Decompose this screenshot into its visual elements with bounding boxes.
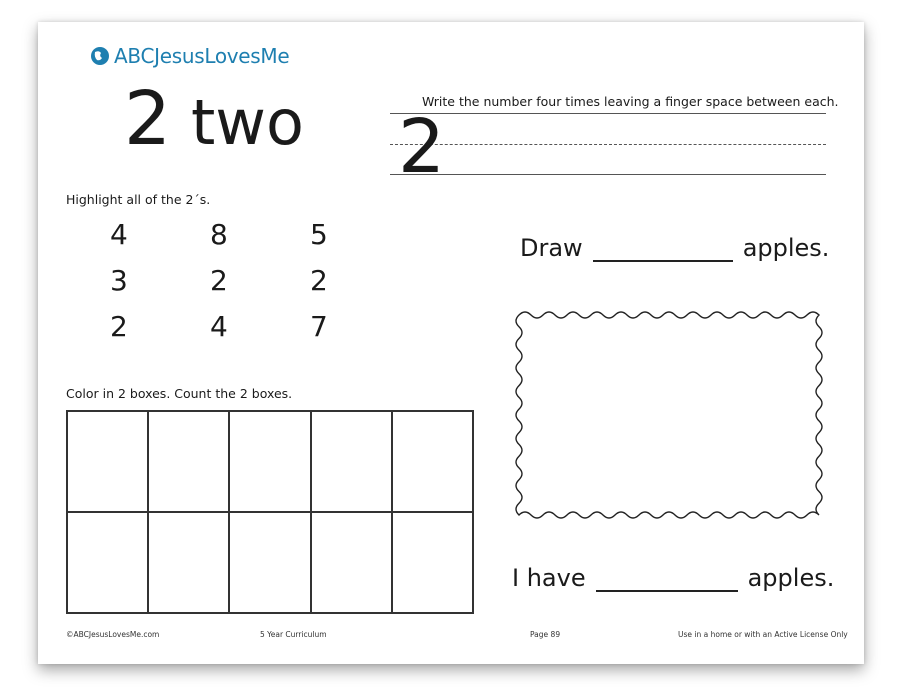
ten-frame-box[interactable] <box>392 512 473 613</box>
worksheet-page <box>38 22 864 664</box>
color-boxes-instruction: Color in 2 boxes. Count the 2 boxes. <box>66 386 293 401</box>
tracing-top-line <box>390 113 826 114</box>
grid-number[interactable]: 2 <box>310 264 328 297</box>
logo-text: ABCJesusLovesMe <box>114 44 290 68</box>
grid-number[interactable]: 2 <box>210 264 228 297</box>
grid-number[interactable]: 4 <box>210 310 228 343</box>
ten-frame-box[interactable] <box>229 512 310 613</box>
have-sentence <box>512 564 834 592</box>
have-count-blank[interactable] <box>596 590 738 592</box>
number-grid <box>110 218 370 344</box>
ten-frame-box[interactable] <box>148 512 229 613</box>
tracing-sample-number: 2 <box>398 104 446 190</box>
tracing-instruction: Write the number four times leaving a finger space between each. <box>422 94 839 109</box>
grid-number[interactable]: 2 <box>110 310 128 343</box>
ten-frame <box>66 410 474 614</box>
heading-word: two <box>191 86 304 159</box>
grid-number[interactable]: 7 <box>310 310 328 343</box>
grid-number[interactable]: 8 <box>210 218 228 251</box>
draw-suffix: apples. <box>742 234 830 262</box>
ten-frame-box[interactable] <box>67 512 148 613</box>
grid-number[interactable]: 4 <box>110 218 128 251</box>
heading-number: 2 <box>124 76 172 162</box>
tracing-bottom-line <box>390 174 826 175</box>
ten-frame-box[interactable] <box>67 411 148 512</box>
footer-page: Page 89 <box>530 630 561 639</box>
highlight-instruction: Highlight all of the 2´s. <box>66 192 211 207</box>
draw-word: Draw <box>520 234 583 262</box>
footer-curriculum: 5 Year Curriculum <box>260 630 327 639</box>
grid-number[interactable]: 3 <box>110 264 128 297</box>
tracing-mid-line <box>390 144 826 145</box>
grid-number[interactable]: 5 <box>310 218 328 251</box>
draw-sentence <box>520 234 829 262</box>
draw-count-blank[interactable] <box>593 260 733 262</box>
ten-frame-box[interactable] <box>311 411 392 512</box>
ten-frame-box[interactable] <box>148 411 229 512</box>
globe-icon <box>90 46 110 66</box>
ten-frame-box[interactable] <box>311 512 392 613</box>
drawing-box[interactable] <box>514 310 824 520</box>
ten-frame-box[interactable] <box>392 411 473 512</box>
footer-site: ©ABCJesusLovesMe.com <box>66 630 160 639</box>
logo[interactable] <box>90 44 289 68</box>
have-suffix: apples. <box>747 564 835 592</box>
footer-license: Use in a home or with an Active License Only <box>678 630 848 639</box>
have-prefix: I have <box>512 564 586 592</box>
ten-frame-box[interactable] <box>229 411 310 512</box>
